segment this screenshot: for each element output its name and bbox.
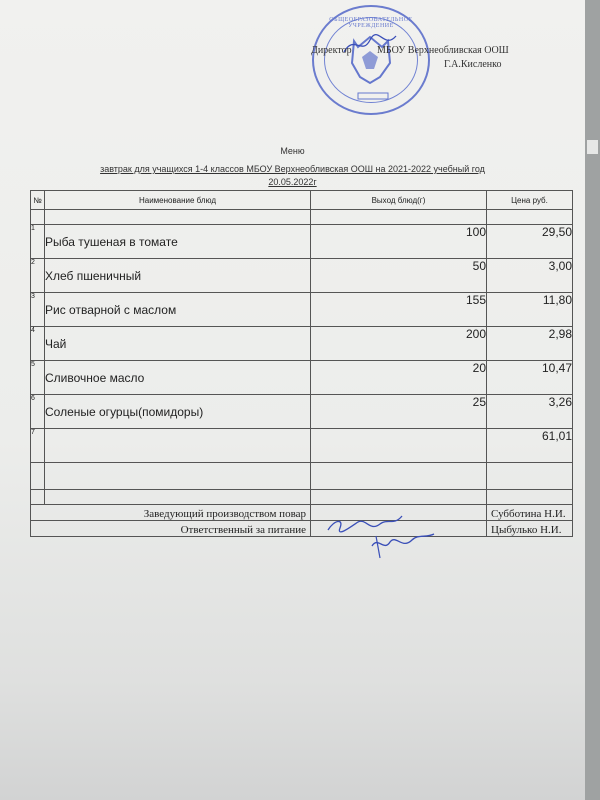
table-row: [31, 225, 573, 259]
table-row: [31, 361, 573, 395]
row-number: 1: [31, 225, 45, 259]
total-price: 61,01: [487, 429, 573, 463]
dish-name: Соленые огурцы(помидоры): [45, 395, 311, 429]
header-number: №: [31, 191, 45, 210]
table-spacer-row: [31, 210, 573, 225]
dish-name: Чай: [45, 327, 311, 361]
signature-person: Субботина Н.И.: [487, 505, 573, 521]
row-number: 2: [31, 259, 45, 293]
table-empty-row: [31, 463, 573, 490]
table-row: [31, 327, 573, 361]
dish-name: Рис отварной с маслом: [45, 293, 311, 327]
table-row: [31, 395, 573, 429]
header-output: Выход блюд(г): [311, 191, 487, 210]
total-row-number: 7: [31, 429, 45, 463]
background-note: [587, 140, 598, 154]
document-title: Меню: [280, 146, 305, 156]
dish-output: 25: [311, 395, 487, 429]
stamp-text: ОБЩЕОБРАЗОВАТЕЛЬНОЕ УЧРЕЖДЕНИЕ: [329, 17, 413, 29]
director-name: Г.А.Кисленко: [444, 59, 502, 70]
approval-title: Директор: [311, 45, 352, 56]
dish-price: 3,00: [487, 259, 573, 293]
dish-price: 3,26: [487, 395, 573, 429]
row-number: 3: [31, 293, 45, 327]
table-row: [31, 259, 573, 293]
document-subtitle: завтрак для учащихся 1-4 классов МБОУ Верхнеобливская ООШ на 2021-2022 учебный год: [100, 164, 485, 174]
dish-price: 2,98: [487, 327, 573, 361]
signature-row: [31, 521, 573, 537]
approval-organization: МБОУ Верхнеобливская ООШ: [377, 45, 509, 56]
table-total-row: [31, 429, 573, 463]
table-header-row: [31, 191, 573, 210]
dish-name: Хлеб пшеничный: [45, 259, 311, 293]
background-edge: [585, 0, 600, 800]
signature-role: Заведующий производством повар: [31, 505, 311, 521]
table-empty-row: [31, 490, 573, 505]
row-number: 4: [31, 327, 45, 361]
dish-name: Сливочное масло: [45, 361, 311, 395]
dish-output: 200: [311, 327, 487, 361]
row-number: 6: [31, 395, 45, 429]
dish-price: 10,47: [487, 361, 573, 395]
dish-output: 155: [311, 293, 487, 327]
table-row: [31, 293, 573, 327]
dish-output: 50: [311, 259, 487, 293]
dish-name: Рыба тушеная в томате: [45, 225, 311, 259]
row-number: 5: [31, 361, 45, 395]
handwritten-signatures: [322, 512, 442, 562]
document-date: 20.05.2022г: [268, 177, 317, 187]
dish-price: 11,80: [487, 293, 573, 327]
dish-price: 29,50: [487, 225, 573, 259]
menu-table: [30, 190, 573, 537]
signature-role: Ответственный за питание: [31, 521, 311, 537]
official-stamp: [312, 5, 430, 115]
dish-output: 20: [311, 361, 487, 395]
signature-row: [31, 505, 573, 521]
header-price: Цена руб.: [487, 191, 573, 210]
signature-person: Цыбулько Н.И.: [487, 521, 573, 537]
header-dish-name: Наименование блюд: [45, 191, 311, 210]
dish-output: 100: [311, 225, 487, 259]
